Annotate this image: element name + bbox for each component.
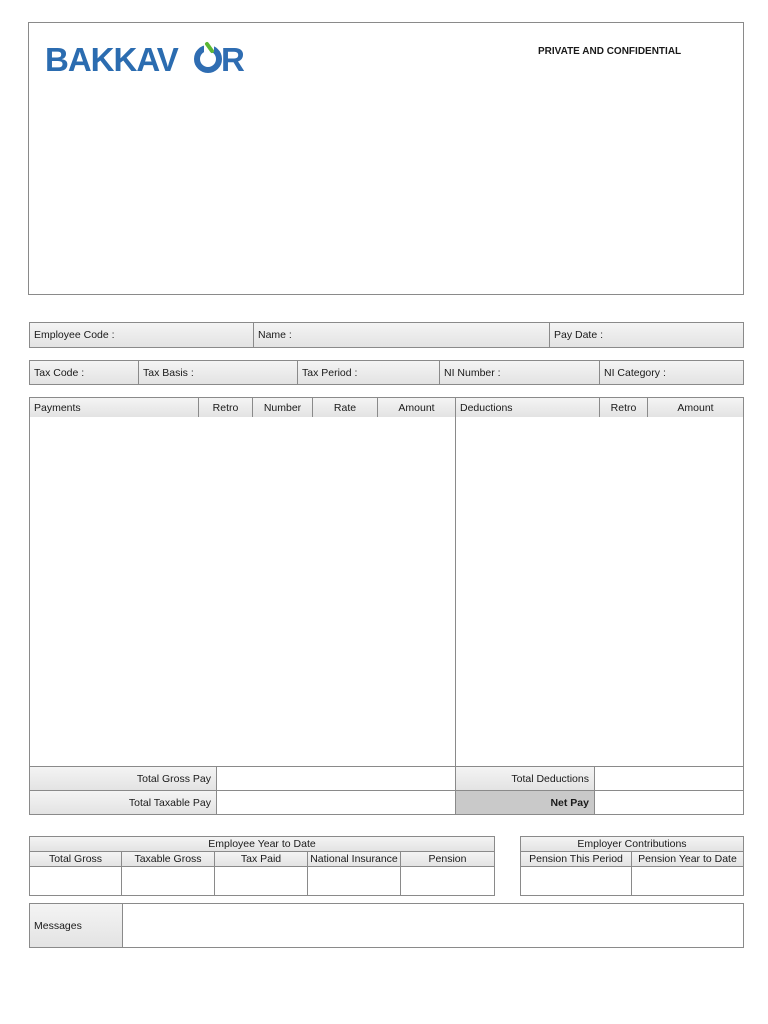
ni-number-label: NI Number :	[440, 361, 600, 384]
payments-retro-header: Retro	[199, 398, 253, 417]
total-deductions-label: Total Deductions	[511, 772, 589, 785]
deductions-header: Deductions	[456, 398, 600, 417]
ytd-national-insurance-header: National Insurance	[308, 852, 401, 866]
ytd-taxable-gross-header: Taxable Gross	[122, 852, 215, 866]
pay-date-label: Pay Date :	[554, 329, 604, 341]
pension-year-to-date-value	[632, 867, 743, 895]
total-gross-pay-label-cell	[29, 766, 217, 791]
company-logo	[45, 41, 245, 78]
total-deductions-value	[594, 766, 744, 791]
total-deductions-label-cell	[455, 766, 595, 791]
deductions-amount-header: Amount	[677, 401, 714, 414]
pension-year-to-date-header: Pension Year to Date	[638, 853, 737, 865]
pension-this-period-header: Pension This Period	[521, 852, 632, 866]
employer-contributions-value-row	[520, 866, 744, 896]
messages-label-cell	[29, 903, 123, 948]
total-gross-pay-value	[216, 766, 456, 791]
employer-contributions-header-row	[520, 851, 744, 867]
net-pay-label: Net Pay	[550, 796, 589, 809]
employee-info-row	[29, 322, 744, 348]
ytd-taxable-gross-value	[122, 867, 215, 895]
messages-label: Messages	[34, 919, 82, 932]
tax-basis-label: Tax Basis :	[139, 361, 298, 384]
ytd-total-gross-header: Total Gross	[30, 852, 122, 866]
net-pay-value	[594, 790, 744, 815]
name-label: Name :	[254, 323, 550, 347]
svg-text:BAKKAV: BAKKAV	[45, 41, 178, 78]
employer-contributions-table	[520, 836, 744, 896]
net-pay-label-cell	[455, 790, 595, 815]
ni-category-label: NI Category :	[604, 366, 666, 379]
bakkavor-logo-icon	[45, 41, 245, 78]
messages-block	[29, 903, 744, 948]
total-taxable-pay-label-cell	[29, 790, 217, 815]
pension-this-period-value	[521, 867, 632, 895]
address-panel	[28, 22, 744, 295]
total-gross-pay-label: Total Gross Pay	[136, 772, 211, 785]
payments-rate-header: Rate	[313, 398, 378, 417]
employee-ytd-header-row	[29, 851, 495, 867]
ytd-pension-value	[401, 867, 494, 895]
ytd-tax-paid-header: Tax Paid	[215, 852, 308, 866]
svg-text:R: R	[221, 41, 245, 78]
payments-deductions-header	[29, 397, 744, 418]
employer-contributions-title: Employer Contributions	[520, 836, 744, 852]
payments-number-header: Number	[253, 398, 313, 417]
tax-info-row	[29, 360, 744, 385]
tax-code-label: Tax Code :	[30, 361, 139, 384]
ytd-total-gross-value	[30, 867, 122, 895]
payments-header: Payments	[30, 398, 199, 417]
total-taxable-pay-label: Total Taxable Pay	[128, 796, 211, 809]
messages-value	[122, 903, 744, 948]
confidential-label: PRIVATE AND CONFIDENTIAL	[538, 46, 682, 57]
deductions-retro-header: Retro	[600, 398, 648, 417]
payments-body	[29, 417, 456, 767]
ytd-pension-header: Pension	[428, 853, 467, 865]
total-taxable-pay-value	[216, 790, 456, 815]
deductions-body	[455, 417, 744, 767]
ytd-national-insurance-value	[308, 867, 401, 895]
employee-code-label: Employee Code :	[30, 323, 254, 347]
employee-ytd-value-row	[29, 866, 495, 896]
tax-period-label: Tax Period :	[298, 361, 440, 384]
ytd-tax-paid-value	[215, 867, 308, 895]
employee-ytd-title: Employee Year to Date	[29, 836, 495, 852]
totals-block	[29, 766, 744, 816]
employee-ytd-table	[29, 836, 495, 896]
payments-amount-header: Amount	[378, 398, 456, 417]
